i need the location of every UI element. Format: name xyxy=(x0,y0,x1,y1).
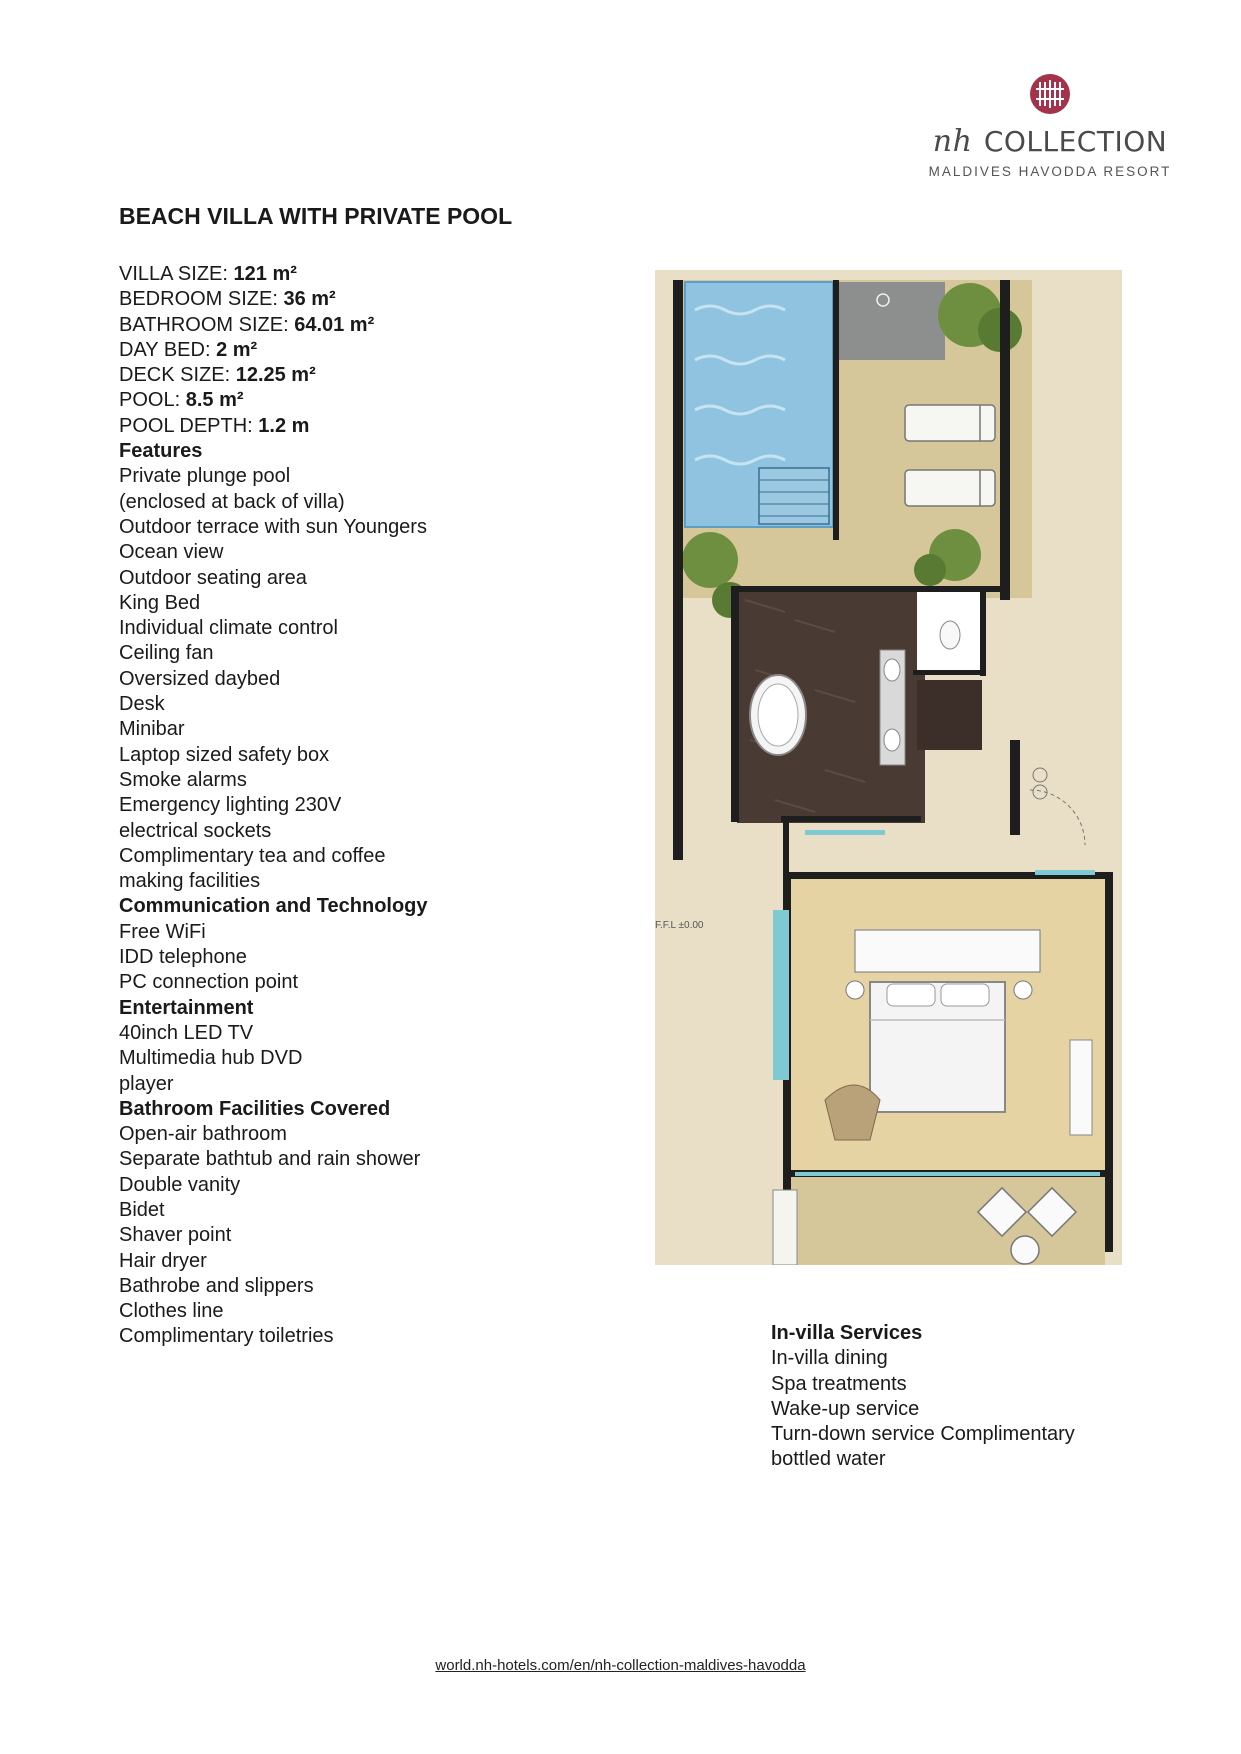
spec-bathroom-size: BATHROOM SIZE: 64.01 m² xyxy=(119,313,375,336)
list-item: IDD telephone xyxy=(119,946,247,969)
list-item: Individual climate control xyxy=(119,617,338,640)
list-item: Desk xyxy=(119,693,165,716)
list-item: Wake-up service xyxy=(771,1397,920,1420)
bathroom-section xyxy=(119,1097,639,1350)
communication-section xyxy=(119,894,639,995)
list-item: making facilities xyxy=(119,870,261,893)
features-section xyxy=(119,439,639,894)
list-item: bottled water xyxy=(771,1448,886,1471)
nh-emblem-icon xyxy=(1028,72,1072,116)
list-item: Ceiling fan xyxy=(119,642,214,665)
pool-steps xyxy=(759,468,829,524)
list-item: Multimedia hub DVD xyxy=(119,1047,303,1070)
list-item: Spa treatments xyxy=(771,1372,907,1395)
invilla-heading: In-villa Services xyxy=(771,1322,923,1344)
list-item: Bathrobe and slippers xyxy=(119,1274,314,1297)
brand-name xyxy=(900,124,1200,159)
list-item: Turn-down service Complimentary xyxy=(771,1423,1075,1446)
brand-tagline: MALDIVES HAVODDA RESORT xyxy=(928,164,1172,179)
list-item: Ocean view xyxy=(119,541,224,564)
desk xyxy=(1070,1040,1092,1135)
page-title: BEACH VILLA WITH PRIVATE POOL xyxy=(119,203,513,229)
list-item: (enclosed at back of villa) xyxy=(119,490,345,513)
list-item: Free WiFi xyxy=(119,920,206,943)
brand-logo xyxy=(900,72,1200,182)
list-item: Hair dryer xyxy=(119,1249,207,1272)
list-item: Smoke alarms xyxy=(119,768,247,791)
bathroom-list xyxy=(119,1122,639,1350)
left-column xyxy=(119,262,639,1350)
headboard xyxy=(855,930,1040,972)
outdoor-shower xyxy=(835,282,945,360)
features-heading: Features xyxy=(119,440,203,463)
footer-url-link[interactable]: world.nh-hotels.com/en/nh-collection-maldives-havodda xyxy=(435,1657,806,1674)
villa-floorplan xyxy=(655,270,1122,1265)
spec-deck-size: DECK SIZE: 12.25 m² xyxy=(119,364,316,387)
spec-pool: POOL: 8.5 m² xyxy=(119,389,244,412)
list-item: 40inch LED TV xyxy=(119,1021,254,1044)
features-list xyxy=(119,464,639,894)
spec-day-bed: DAY BED: 2 m² xyxy=(119,338,258,361)
invilla-section xyxy=(771,1321,1211,1473)
list-item: Outdoor terrace with sun Youngers xyxy=(119,515,427,538)
list-item: Separate bathtub and rain shower xyxy=(119,1148,421,1171)
floor-level-label: F.F.L ±0.00 xyxy=(655,920,704,931)
brand-name-text: COLLECTION xyxy=(983,125,1168,158)
list-item: Oversized daybed xyxy=(119,667,281,690)
list-item: Double vanity xyxy=(119,1173,241,1196)
window-left xyxy=(773,910,789,1080)
list-item: Private plunge pool xyxy=(119,465,291,488)
spec-group-outdoor xyxy=(119,338,639,439)
entertainment-section xyxy=(119,996,639,1097)
list-item: Laptop sized safety box xyxy=(119,743,330,766)
communication-list xyxy=(119,920,639,996)
spec-villa-size: VILLA SIZE: 121 m² xyxy=(119,263,297,285)
list-item: Open-air bathroom xyxy=(119,1123,287,1146)
bathroom-heading: Bathroom Facilities Covered xyxy=(119,1097,391,1120)
list-item: PC connection point xyxy=(119,971,299,994)
list-item: electrical sockets xyxy=(119,819,272,842)
list-item: player xyxy=(119,1072,174,1095)
bedroom-chair xyxy=(825,1085,880,1140)
spec-bedroom-size: BEDROOM SIZE: 36 m² xyxy=(119,288,336,311)
entertainment-heading: Entertainment xyxy=(119,996,254,1019)
list-item: King Bed xyxy=(119,591,201,614)
list-item: Complimentary tea and coffee xyxy=(119,844,386,867)
list-item: Shaver point xyxy=(119,1224,232,1247)
communication-heading: Communication and Technology xyxy=(119,895,428,918)
brand-logo-mark: nh xyxy=(932,124,973,159)
list-item: Minibar xyxy=(119,718,185,741)
list-item: Outdoor seating area xyxy=(119,566,307,589)
list-item: Emergency lighting 230V xyxy=(119,794,342,817)
window-bottom xyxy=(795,1172,1100,1176)
right-column xyxy=(771,1321,1211,1473)
entertainment-list xyxy=(119,1021,639,1097)
invilla-list xyxy=(771,1346,1211,1472)
spec-pool-depth: POOL DEPTH: 1.2 m xyxy=(119,414,310,437)
list-item: Bidet xyxy=(119,1198,165,1221)
toilet xyxy=(940,621,960,649)
list-item: Complimentary toiletries xyxy=(119,1325,334,1348)
list-item: In-villa dining xyxy=(771,1347,888,1370)
spec-group-room-sizes xyxy=(119,262,639,338)
list-item: Clothes line xyxy=(119,1300,224,1323)
